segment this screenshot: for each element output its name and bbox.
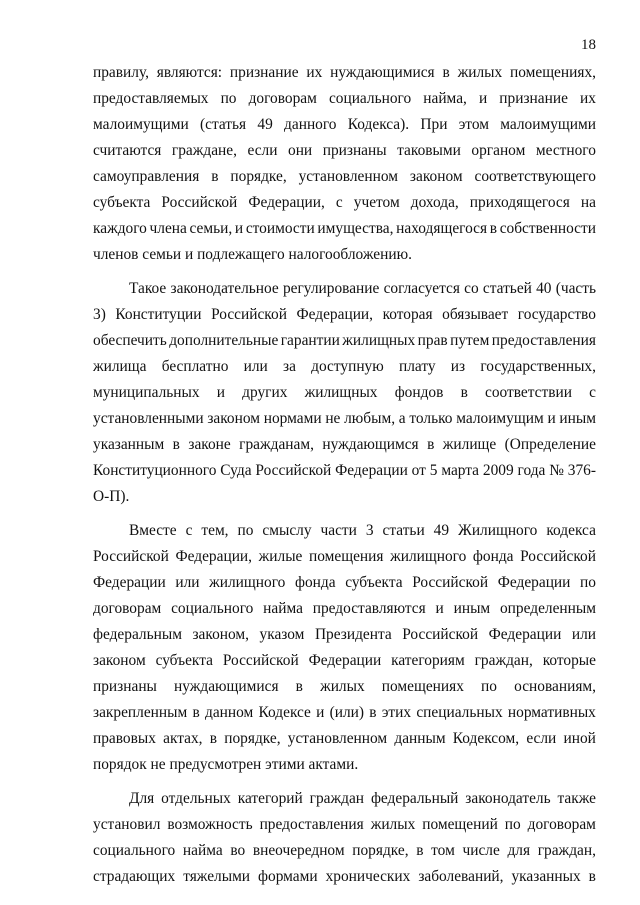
word: установленном	[298, 168, 399, 185]
word: №	[549, 462, 564, 479]
word: найма	[182, 842, 223, 859]
word: тяжелыми	[183, 868, 251, 885]
word: Федерации	[497, 574, 571, 591]
text-line	[93, 60, 596, 86]
word: Федерации	[488, 626, 562, 643]
word: во	[230, 842, 246, 859]
word: части	[320, 522, 357, 539]
word: также	[557, 790, 596, 807]
word: нуждающимися	[174, 678, 279, 695]
paragraph	[93, 60, 596, 268]
word: том	[431, 842, 455, 859]
word: государство	[517, 306, 596, 323]
word: не	[325, 410, 341, 427]
word: по	[220, 90, 237, 107]
word: порядке,	[230, 168, 287, 185]
paragraph	[93, 276, 596, 510]
word: согласуется	[383, 280, 460, 297]
word: жилые	[258, 548, 303, 565]
word: данном	[205, 704, 254, 721]
word: определенным	[499, 600, 596, 617]
word: предоставления	[259, 816, 364, 833]
word: предоставляемых	[93, 90, 209, 107]
word: жилых	[320, 678, 365, 695]
word: или	[243, 358, 268, 375]
word: приходящегося	[469, 194, 570, 211]
word: имущества,	[317, 220, 394, 237]
word: помещениях,	[510, 64, 596, 81]
text-line	[93, 786, 596, 812]
word: договорам	[93, 600, 162, 617]
word: 49	[257, 116, 273, 133]
text-line	[93, 674, 596, 700]
word: любым,	[344, 410, 396, 427]
word: законодатель	[465, 790, 551, 807]
word: жилищных	[304, 384, 378, 401]
word: Кодекса).	[347, 116, 410, 133]
word: иной	[563, 730, 596, 747]
word: Федерации,	[248, 194, 325, 211]
word: и	[547, 410, 556, 427]
word: фонда	[472, 548, 514, 565]
word: в	[295, 678, 303, 695]
word: Кодексом,	[452, 730, 520, 747]
word: Для	[129, 790, 155, 807]
word: признание	[499, 90, 568, 107]
word: стоимости	[245, 220, 315, 237]
word: числе	[462, 842, 500, 859]
word: Российской	[520, 548, 596, 565]
word: жилых	[457, 64, 503, 81]
word: смыслу	[262, 522, 312, 539]
word: а	[398, 410, 406, 427]
text-line	[93, 570, 596, 596]
word: в	[489, 220, 498, 237]
word: договорам	[248, 90, 317, 107]
word: регулирование	[282, 280, 380, 297]
word: с	[185, 522, 193, 539]
word: дополнительные	[169, 332, 279, 349]
word: и	[216, 384, 225, 401]
text-line	[93, 164, 596, 190]
word: страдающих	[93, 868, 176, 885]
word: Российской	[255, 462, 332, 479]
word: малоимущими	[93, 116, 189, 133]
word: дохода,	[410, 194, 459, 211]
word: только	[409, 410, 453, 427]
word: предоставляются	[312, 600, 426, 617]
word: жилища	[93, 358, 147, 375]
word: (или)	[329, 704, 365, 721]
word: помещений	[422, 816, 498, 833]
word: Президента	[314, 626, 392, 643]
word: 376-	[567, 462, 596, 479]
word: (статья	[199, 116, 247, 133]
word: нуждающимся	[322, 436, 419, 453]
word: актах,	[163, 730, 203, 747]
word: от	[411, 462, 426, 479]
word: года	[517, 462, 546, 479]
word: жилищного	[209, 574, 286, 591]
word: и	[316, 704, 325, 721]
word: помещениях	[381, 678, 464, 695]
word: договорам	[527, 816, 596, 833]
word: органом	[471, 142, 526, 159]
word: соответствующего	[474, 168, 596, 185]
word: которая	[382, 306, 433, 323]
word: федеральный	[370, 790, 459, 807]
word: таковыми	[397, 142, 461, 159]
word: Российской	[161, 194, 238, 211]
text-line	[93, 812, 596, 838]
text-line	[93, 138, 596, 164]
word: Вместе	[129, 522, 177, 539]
word: Российской	[402, 626, 479, 643]
text-line	[93, 544, 596, 570]
word: в	[588, 868, 596, 885]
word: фондов	[394, 384, 444, 401]
word: соответствии	[485, 384, 572, 401]
word: этом	[458, 116, 489, 133]
text-line	[93, 380, 596, 406]
word: на	[580, 194, 596, 211]
page-number: 18	[581, 37, 596, 53]
word: местного	[535, 142, 596, 159]
word: их	[306, 64, 323, 81]
text-line	[93, 518, 596, 544]
word: в	[442, 64, 450, 81]
word: Российской	[412, 574, 489, 591]
word: плату	[398, 358, 436, 375]
text-line	[93, 354, 596, 380]
word: гарантии	[280, 332, 340, 349]
word: внеочередном	[252, 842, 345, 859]
text-line	[93, 86, 596, 112]
word: социального	[171, 600, 254, 617]
text-line	[93, 190, 596, 216]
word: законом	[409, 168, 463, 185]
word: правовых	[93, 730, 156, 747]
word: указанных	[511, 868, 581, 885]
word: кодекса	[546, 522, 596, 539]
word: Суда	[220, 462, 252, 479]
word: марта	[441, 462, 480, 479]
text-line	[93, 726, 596, 752]
word: путем	[450, 332, 490, 349]
word: статьей	[482, 280, 532, 297]
word: в	[209, 730, 218, 747]
word: с	[589, 384, 596, 401]
word: по	[580, 574, 596, 591]
text-line	[93, 596, 596, 622]
text-line	[93, 302, 596, 328]
word: которые	[542, 652, 596, 669]
word: При	[420, 116, 448, 133]
word: государственных,	[480, 358, 596, 375]
text-line	[93, 458, 596, 484]
word: признаны	[322, 142, 387, 159]
word: если	[247, 142, 278, 159]
word: в	[192, 704, 200, 721]
word: 3)	[93, 306, 106, 323]
word: категориям	[391, 652, 465, 669]
word: Федерации,	[175, 548, 253, 565]
word: в	[369, 704, 377, 721]
paragraph	[93, 518, 596, 778]
word: граждан	[309, 790, 365, 807]
word: закрепленным	[93, 704, 188, 721]
text-line	[93, 276, 596, 302]
paragraph-gap	[93, 778, 596, 786]
text-line: членов семьи и подлежащего налогообложению.	[93, 246, 412, 263]
word: Жилищного	[458, 522, 538, 539]
word: находящегося	[396, 220, 488, 237]
word: данного	[284, 116, 337, 133]
word: законе	[188, 436, 231, 453]
word: гражданам,	[239, 436, 314, 453]
word: граждан,	[474, 652, 533, 669]
word: являются:	[156, 64, 223, 81]
word: их	[579, 90, 596, 107]
word: семьи,	[189, 220, 233, 237]
word: с	[335, 194, 343, 211]
word: со	[464, 280, 479, 297]
word: 2009	[482, 462, 514, 479]
word: Конституционного	[93, 462, 217, 479]
word: Федерации	[308, 652, 382, 669]
word: тем,	[201, 522, 229, 539]
word: специальных	[416, 704, 503, 721]
text-line	[93, 328, 596, 354]
word: Такое	[129, 280, 167, 297]
word: прав	[417, 332, 448, 349]
paragraph	[93, 786, 596, 890]
text-line	[93, 216, 596, 242]
paragraph-gap	[93, 510, 596, 518]
word: жилищного	[390, 548, 467, 565]
word: каждого	[93, 220, 147, 237]
word: Федерации,	[296, 306, 374, 323]
word: законом	[207, 410, 260, 427]
word: 5	[429, 462, 438, 479]
word: из	[450, 358, 466, 375]
word: (часть	[555, 280, 596, 297]
text-line	[93, 838, 596, 864]
word: других	[242, 384, 288, 401]
word: граждане,	[171, 142, 237, 159]
word: установленном	[287, 730, 388, 747]
word: хронических	[325, 868, 411, 885]
word: помещения	[309, 548, 384, 565]
word: данным	[394, 730, 446, 747]
word: установил	[93, 816, 161, 833]
word: 49	[433, 522, 450, 539]
word: статьи	[382, 522, 425, 539]
paragraph-gap	[93, 268, 596, 276]
word: этих	[381, 704, 412, 721]
word: в	[416, 842, 424, 859]
word: бесплатно	[161, 358, 229, 375]
word: Российской	[211, 306, 287, 323]
word: найма,	[423, 90, 467, 107]
word: и	[435, 600, 444, 617]
word: малоимущим	[456, 410, 544, 427]
word: 3	[365, 522, 374, 539]
word: фонда	[294, 574, 336, 591]
word: учетом	[353, 194, 400, 211]
word: или	[571, 626, 596, 643]
word: по	[481, 678, 497, 695]
word: обеспечить	[93, 332, 167, 349]
word: по	[237, 522, 254, 539]
word: Федерации	[93, 574, 166, 591]
word: в	[211, 168, 219, 185]
text-line: О-П).	[93, 488, 130, 505]
word: предоставления	[491, 332, 596, 349]
word: самоуправления	[93, 168, 200, 185]
word: или	[175, 574, 200, 591]
word: если	[526, 730, 557, 747]
word: указом	[259, 626, 305, 643]
text-line	[93, 112, 596, 138]
word: порядке,	[352, 842, 409, 859]
word: субъекта	[345, 574, 403, 591]
text-line	[93, 864, 596, 890]
word: жилищных	[342, 332, 416, 349]
word: (Определение	[504, 436, 596, 453]
word: указанным	[93, 436, 165, 453]
word: установленными	[93, 410, 204, 427]
word: Конституции	[115, 306, 202, 323]
text-line	[93, 406, 596, 432]
word: категорий	[237, 790, 303, 807]
text-line	[93, 622, 596, 648]
word: в	[427, 436, 435, 453]
word: социального	[93, 842, 176, 859]
word: доступную	[311, 358, 384, 375]
word: обязывает	[442, 306, 509, 323]
word: жилище	[442, 436, 497, 453]
word: признаны	[93, 678, 157, 695]
word: члена	[149, 220, 187, 237]
word: иным	[559, 410, 596, 427]
word: иным	[453, 600, 491, 617]
word: субъекта	[93, 194, 151, 211]
word: собственности	[499, 220, 596, 237]
word: они	[288, 142, 313, 159]
word: найма	[263, 600, 303, 617]
word: правилу,	[93, 64, 149, 81]
word: в	[172, 436, 180, 453]
text-line: порядок не предусмотрен этими актами.	[93, 756, 359, 773]
word: малоимущими	[500, 116, 596, 133]
word: Российской	[93, 548, 169, 565]
text-line	[93, 700, 596, 726]
text-line	[93, 432, 596, 458]
word: муниципальных	[93, 384, 200, 401]
word: законом	[93, 652, 146, 669]
word: законом,	[192, 626, 249, 643]
word: федеральным	[93, 626, 182, 643]
word: для	[507, 842, 531, 859]
word: считаются	[93, 142, 162, 159]
word: социального	[328, 90, 412, 107]
word: возможность	[167, 816, 253, 833]
document-body	[93, 60, 596, 890]
word: законодательное	[170, 280, 279, 297]
word: нормативных	[507, 704, 596, 721]
word: порядке,	[224, 730, 281, 747]
word: граждан,	[537, 842, 596, 859]
word: основаниям,	[514, 678, 596, 695]
word: за	[282, 358, 296, 375]
word: субъекта	[155, 652, 213, 669]
word: и	[478, 90, 488, 107]
word: в	[460, 384, 468, 401]
word: жилых	[370, 816, 416, 833]
word: по	[504, 816, 521, 833]
word: Кодексе	[258, 704, 311, 721]
word: нуждающимися	[330, 64, 435, 81]
word: отдельных	[161, 790, 231, 807]
word: формами	[258, 868, 318, 885]
word: заболеваний,	[418, 868, 504, 885]
word: 40	[536, 280, 552, 297]
word: Федерации	[335, 462, 408, 479]
word: признание	[229, 64, 299, 81]
word: Российской	[222, 652, 299, 669]
text-line	[93, 648, 596, 674]
word: нормами	[263, 410, 322, 427]
word: и	[234, 220, 244, 237]
